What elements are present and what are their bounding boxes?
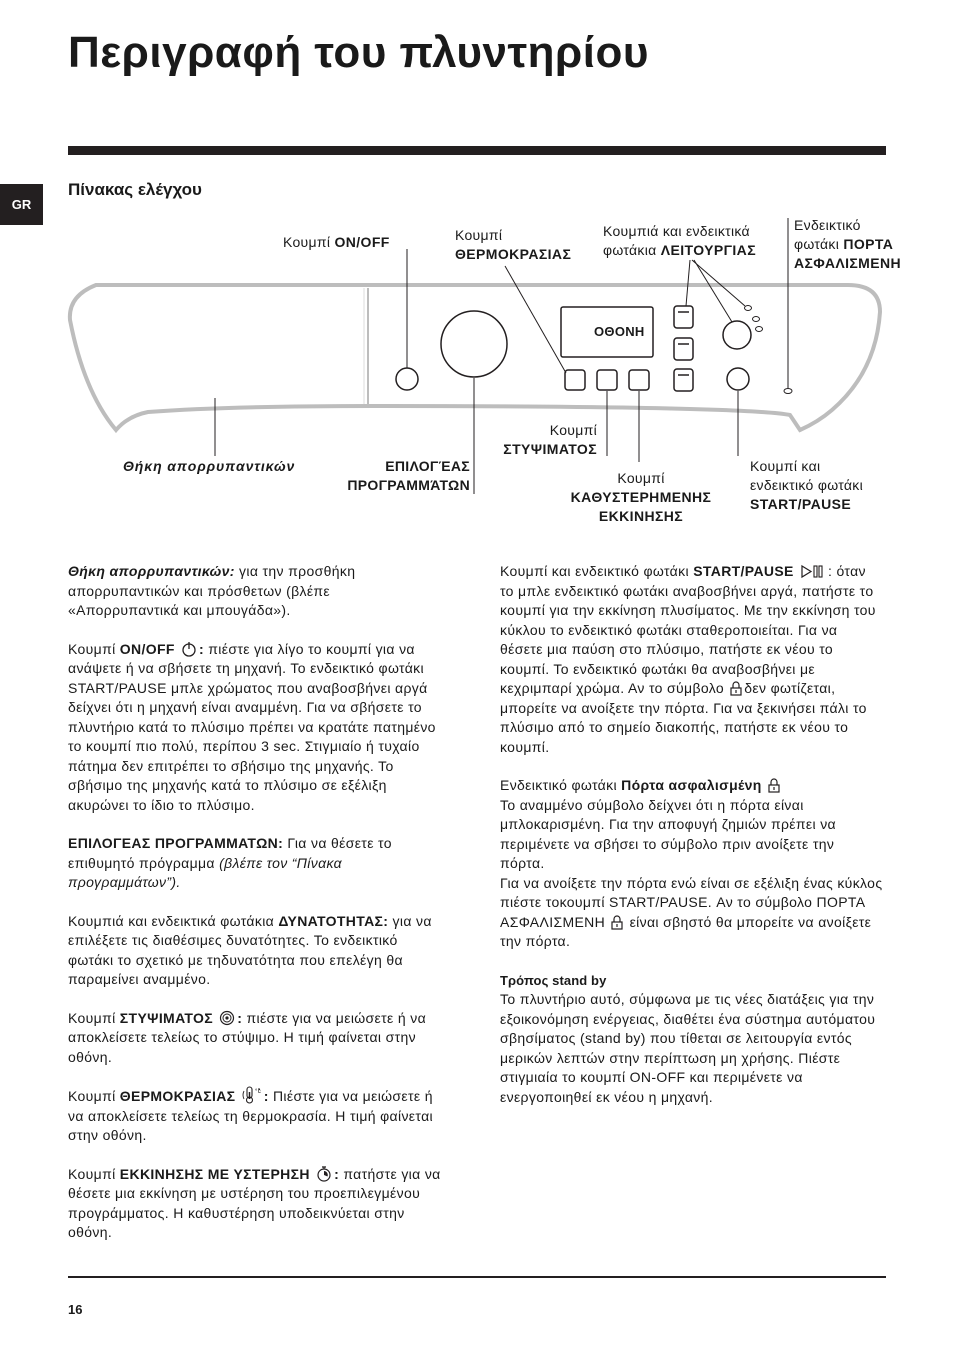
label-door-lock: Ενδεικτικό φωτάκι ΠΟΡΤΑ ΑΣΦΑΛΙΣΜΕΝΗ <box>794 217 901 271</box>
left-column <box>68 562 444 1262</box>
para-detergent: Θήκη απορρυπαντικών: για την προσθήκη απορρυπαντικών και πρόσθετων (βλέπε «Απορρυπαντικά και μπουγάδα»). <box>68 563 356 618</box>
delay-button-shape <box>629 370 649 390</box>
spin-icon <box>219 1010 235 1026</box>
door-lock-led-shape <box>784 389 792 394</box>
label-temperature: Κουμπί ΘΕΡΜΟΚΡΑΣΙΑΣ <box>455 227 572 262</box>
para-options: Κουμπιά και ενδεικτικά φωτάκια ΔΥΝΑΤΟΤΗΤΑΣ: για να επιλέξετε τις διαθέσιμες δυνατότητες. Το ενδεικτικό φωτάκι το σχετικό με τηδυνατότητα που επελέγη θα παραμείνει αναμμένο. <box>68 912 432 987</box>
label-detergent-drawer: Θήκη απορρυπαντικών <box>123 458 296 474</box>
label-spin: Κουμπί ΣΤΥΨΙΜΑΤΟΣ <box>503 422 597 457</box>
section-title: Πίνακας ελέγχου <box>68 180 202 199</box>
para-spin: Κουμπί ΣΤΥΨΙΜΑΤΟΣ : πιέστε για να μειώσετε ή να αποκλείσετε τελείως το στύψιμο. Η τιμή φαίνεται στην οθόνη. <box>68 1009 427 1065</box>
standby-heading: Τρόπος stand by <box>500 972 607 988</box>
para-onoff: Κουμπί ON/OFF : πιέστε για λίγο το κουμπί για να ανάψετε ή να σβήσετε τη μηχανή. Το ενδεικτικό φωτάκι START/PAUSE μπλε χρώματος που αναβοσβήνει αργά δείχνει ότι η μηχανή είναι αναμμένη. Για να σβήσετε το πλυντήριο κατά το πλύσιμο πρέπει να κρατάτε πατημένο το κουμπί πιο πολύ, περίπου 3 sec. Στιγμιαίο ή τυχαίο πάτημα δεν επιτρέπει το σβήσιμο της μηχανής. Το σβήσιμο της μηχανής κατά το πλύσιμο σε εξέλιξη ακυρώνει το ίδιο το πλύσιμο. <box>68 640 436 813</box>
lock-icon <box>611 915 623 930</box>
option-button-3 <box>674 369 693 391</box>
option-button-1 <box>674 306 693 328</box>
label-onoff: Κουμπί ON/OFF <box>283 234 390 250</box>
delay-timer-icon <box>316 1165 332 1182</box>
page-title: Περιγραφή του πλυντηρίου <box>68 28 649 77</box>
option-knob-shape <box>723 321 751 349</box>
language-tab: GR <box>0 184 43 225</box>
right-column <box>500 562 883 1107</box>
para-delay: Κουμπί ΕΚΚΙΝΗΣΗΣ ΜΕ ΥΣΤΕΡΗΣΗ : πατήστε για να θέσετε μια εκκίνηση με υστέρηση του προεπιλεγμένου προγράμματος. Η καθυστέρηση υποδεικνύεται στην οθόνη. <box>68 1165 441 1240</box>
para-start-pause: Κουμπί και ενδεικτικό φωτάκι START/PAUSE : όταν το μπλε ενδεικτικό φωτάκι αναβοσβήνει αργά, πατήστε το κουμπί για την εκκίνηση πλυσίματος. Με την εκκίνηση του κύκλου το ενδεικτικό φωτάκι σταθεροποιείται. Για να θέσετε μια παύση στο πλύσιμο, πατήστε εκ νέου το κουμπί. Το ενδεικτικό φωτάκι θα αναβοσβήνει με κεχριμπαρί χρώμα. Αν το σύμβολο δεν φωτίζεται, μπορείτε να ανοίξετε την πόρτα. Για να ξεκινήσει πάλι το πλύσιμο από το σημείο διακοπής, πατήστε εκ νέου το κουμπί. <box>500 563 876 755</box>
label-delayed-start: Κουμπί ΚΑΘΥΣΤΕΡΗΜΕΝΗΣ ΕΚΚΙΝΗΣΗΣ <box>570 470 712 524</box>
power-icon <box>181 641 197 657</box>
label-start-pause: Κουμπί και ενδεικτικό φωτάκι START/PAUSE <box>750 458 863 512</box>
start-pause-icon <box>800 564 826 579</box>
para-door-lock: Ενδεικτικό φωτάκι Πόρτα ασφαλισμένη Το αναμμένο σύμβολο δείχνει ότι η πόρτα είναι μπλοκαρισμένη. Για την αποφυγή ζημιών πρέπει να περιμένετε να σβήσει το σύμβολο πριν ανοίξετε την πόρτα. Για να ανοίξετε την πόρτα ενώ είναι σε εξέλιξη ένας κύκλος πιέστε τοκουμπί START/PAUSE. Αν το σύμβολο ΠΟΡΤΑ ΑΣΦΑΛΙΣΜΕΝΗ είναι σβηστό θα μπορείτε να ανοίξετε την πόρτα. <box>500 777 883 949</box>
footer-rule <box>68 1276 886 1278</box>
label-function-buttons: Κουμπιά και ενδεικτικά φωτάκια ΛΕΙΤΟΥΡΓΙΑΣ <box>603 223 756 258</box>
lock-icon <box>768 778 780 793</box>
option-button-2 <box>674 338 693 360</box>
svg-text:°c: °c <box>254 1089 261 1095</box>
label-program-selector: ΕΠΙΛΟΓΈΑΣ ΠΡΟΓΡΑΜΜΆΤΩΝ <box>347 458 470 493</box>
start-pause-button-shape <box>727 368 749 390</box>
spin-button-shape <box>597 370 617 390</box>
onoff-button-shape <box>396 368 418 390</box>
para-temperature: Κουμπί ΘΕΡΜΟΚΡΑΣΙΑΣ °c : Πιέστε για να μειώσετε ή να αποκλείσετε τελείως τη θερμοκρασία. Η τιμή φαίνεται στην οθόνη. <box>68 1088 433 1143</box>
para-program-selector: ΕΠΙΛΟΓΕΑΣ ΠΡΟΓΡΑΜΜΑΤΩΝ: Για να θέσετε το επιθυμητό πρόγραμμα (βλέπε τον “Πίνακα προγραμμάτων”). <box>68 835 392 890</box>
page-number: 16 <box>68 1302 83 1317</box>
lock-icon <box>730 681 742 696</box>
program-knob-shape <box>441 311 507 377</box>
display-label: ΟΘΟΝΗ <box>594 324 645 339</box>
para-standby: Τρόπος stand by Το πλυντήριο αυτό, σύμφωνα με τις νέες διατάξεις για την εξοικονόμηση ενέργειας, διαθέτει ένα σύστημα αυτόματου σβησίματος (stand by) που τίθεται σε λειτουργία εντός μερικών λεπτών στην περίπτωση μη χρήσης. Πιέστε στιγμιαία το κουμπί ON-OFF και περιμένετε να ενεργοποιηθεί εκ νέου η μηχανή. <box>500 971 883 1108</box>
temp-button-shape <box>565 370 585 390</box>
temperature-icon <box>242 1086 262 1104</box>
